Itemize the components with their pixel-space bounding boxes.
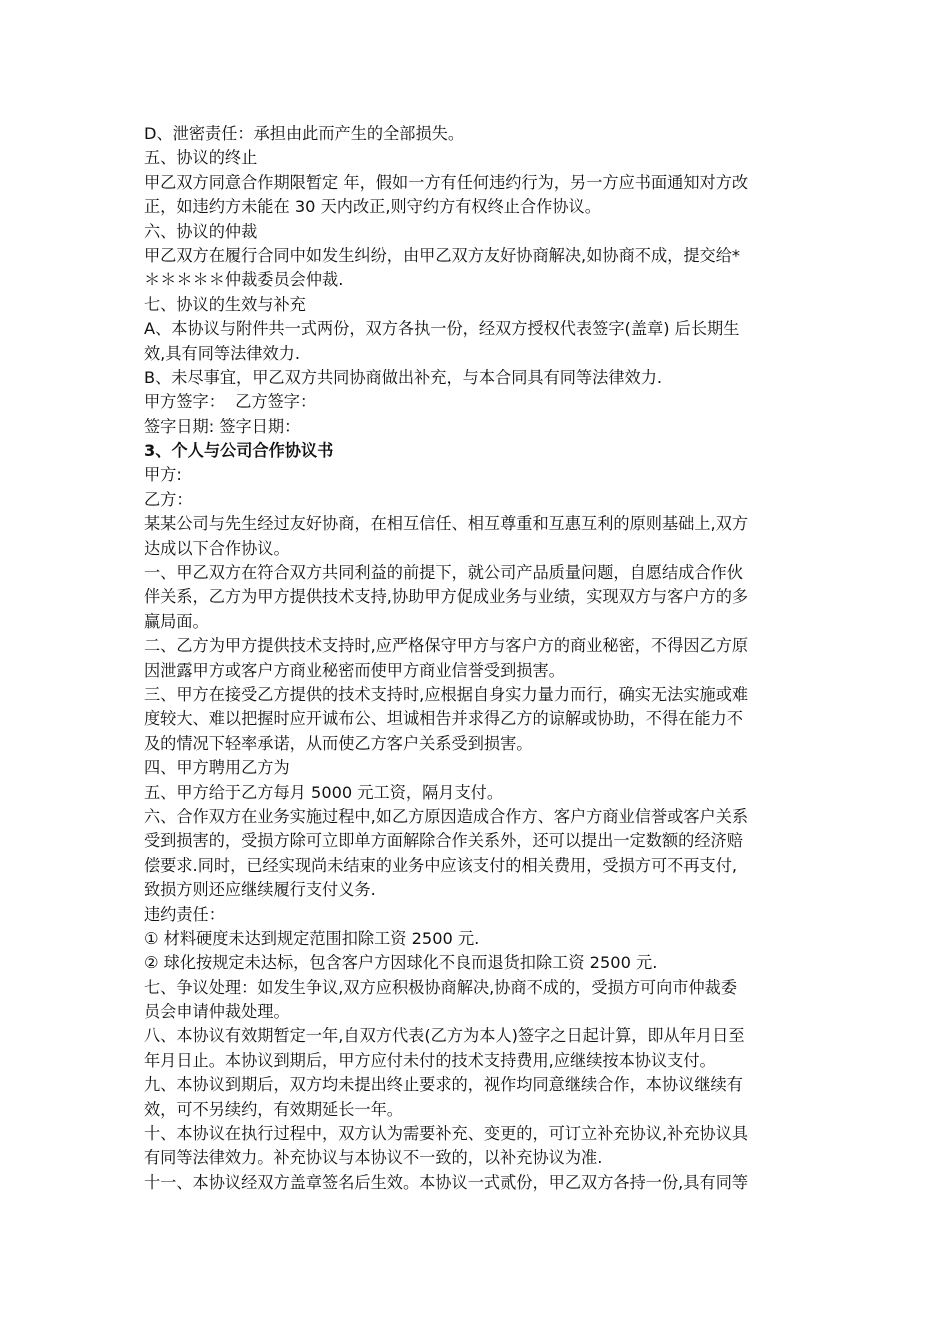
text-line: 六、合作双方在业务实施过程中,如乙方原因造成合作方、客户方商业信誉或客户关系 [144,806,749,826]
text-line: D、泄密责任：承担由此而产生的全部损失。 [144,124,465,143]
text-line: 及的情况下轻率承诺，从而使乙方客户关系受到损害。 [144,733,533,753]
signature-line: 甲方签字： 乙方签字： [144,392,317,412]
list-item: ① 材料硬度未达到规定范围扣除工资 2500 元. [144,928,480,948]
signature-date-line: 签字日期: 签字日期： [144,416,301,436]
document-body [144,122,804,1195]
text-line: 因泄露甲方或客户方商业秘密而使甲方商业信誉受到损害。 [144,660,565,680]
text-line: 达成以下合作协议。 [144,538,290,558]
text-line: 致损方则还应继续履行支付义务. [144,880,376,900]
section-heading: 七、协议的生效与补充 [144,294,306,314]
text-line: 度较大、难以把握时应开诚布公、坦诚相告并求得乙方的谅解或协助，不得在能力不 [144,709,743,729]
text-line: 三、甲方在接受乙方提供的技术支持时,应根据自身实力量力而行，确实无法实施或难 [144,684,749,704]
text-line: 受到损害的，受损方除可立即单方面解除合作关系外，还可以提出一定数额的经济赔 [144,831,743,851]
text-line: 有同等法律效力。补充协议与本协议不一致的，以补充协议为准. [144,1148,603,1168]
text-line: 效，可不另续约，有效期延长一年。 [144,1099,403,1119]
text-line: 十一、本协议经双方盖章签名后生效。本协议一式贰份，甲乙双方各持一份,具有同等 [144,1172,749,1192]
document-title: 3、个人与公司合作协议书 [144,441,334,461]
text-line: 员会申请仲裁处理。 [144,1002,290,1022]
text-line: 五、甲方给于乙方每月 5000 元工资，隔月支付。 [144,782,504,802]
list-item: ② 球化按规定未达标，包含客户方因球化不良而退货扣除工资 2500 元. [144,953,658,973]
section-heading: 六、协议的仲裁 [144,221,258,241]
section-heading: 违约责任： [144,904,225,924]
text-line: 九、本协议到期后，双方均未提出终止要求的，视作均同意继续合作，本协议继续有 [144,1075,743,1095]
text-line: 八、本协议有效期暂定一年,自双方代表(乙方为本人)签字之日起计算，即从年月日至 [144,1026,745,1046]
text-line: ＊＊＊＊＊仲裁委员会仲裁. [144,270,344,290]
text-line: 十、本协议在执行过程中，双方认为需要补充、变更的，可订立补充协议,补充协议具 [144,1124,749,1144]
text-line: 四、甲方聘用乙方为 [144,758,290,778]
text-line: 正，如违约方未能在 30 天内改正,则守约方有权终止合作协议。 [144,197,601,217]
text-line: 甲乙双方在履行合同中如发生纠纷，由甲乙双方友好协商解决,如协商不成，提交给* [144,245,740,265]
text-line: 一、甲乙双方在符合双方共同利益的前提下，就公司产品质量问题，自愿结成合作伙 [144,563,743,583]
section-heading: 五、协议的终止 [144,148,258,168]
text-line: 甲乙双方同意合作期限暂定 年，假如一方有任何违约行为，另一方应书面通知对方改 [144,172,749,192]
text-line: 效,具有同等法律效力. [144,343,300,363]
text-line: B、未尽事宜，甲乙双方共同协商做出补充，与本合同具有同等法律效力. [144,367,663,387]
text-line: 某某公司与先生经过友好协商，在相互信任、相互尊重和互惠互利的原则基础上,双方 [144,514,749,534]
text-line: 偿要求.同时，已经实现尚未结束的业务中应该支付的相关费用，受损方可不再支付, [144,855,738,875]
text-line: 年月日止。本协议到期后，甲方应付未付的技术支持费用,应继续按本协议支付。 [144,1050,716,1070]
text-line: 二、乙方为甲方提供技术支持时,应严格保守甲方与客户方的商业秘密，不得因乙方原 [144,636,749,656]
text-line: 赢局面。 [144,611,209,631]
party-b-label: 乙方： [144,489,193,509]
text-line: A、本协议与附件共一式两份，双方各执一份，经双方授权代表签字(盖章) 后长期生 [144,319,740,339]
text-line: 七、争议处理：如发生争议,双方应积极协商解决,协商不成的，受损方可向市仲裁委 [144,977,738,997]
text-line: 伴关系，乙方为甲方提供技术支持,协助甲方促成业务与业绩，实现双方与客户方的多 [144,587,749,607]
party-a-label: 甲方: [144,465,182,485]
